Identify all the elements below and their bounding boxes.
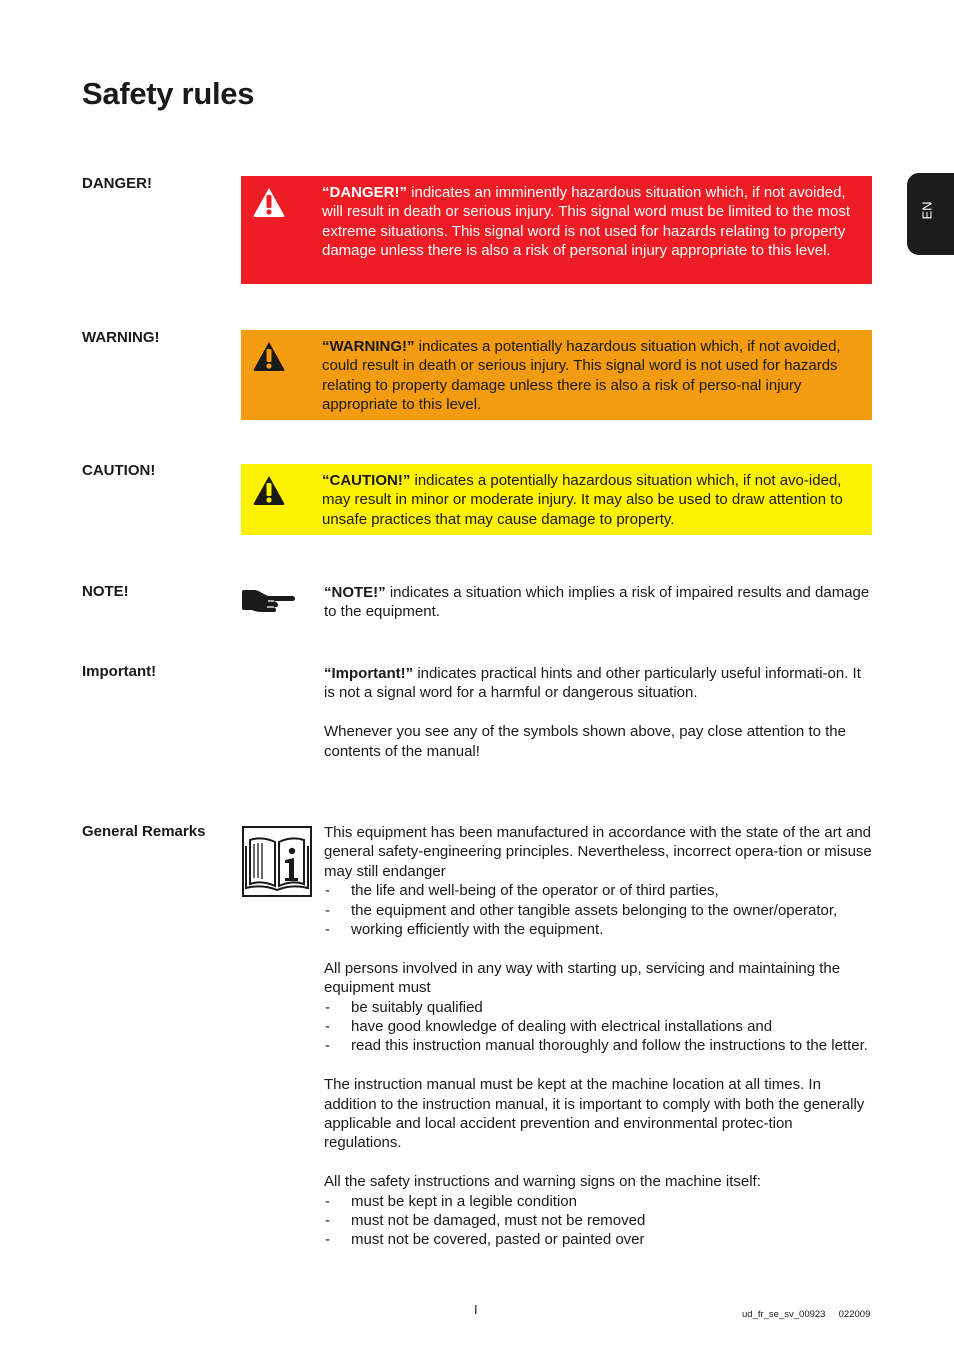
page-number: I [474,1302,478,1317]
list-item: - the equipment and other tangible assets belonging to the owner/operator, [324,901,874,920]
warning-description: indicates a potentially hazardous situation which, if not avoided, could result in death or serious injury. This signal word is not used for hazards relating to property damage unless there is also a risk of perso-nal injury appropriate to this level. [322,338,841,414]
list-item: - read this instruction manual thoroughly and follow the instructions to the letter. [324,1036,874,1055]
warning-box [241,330,872,420]
danger-box [241,176,872,284]
general-remarks-label: General Remarks [82,823,206,840]
list-item: - must be kept in a legible condition [324,1192,874,1211]
danger-label: DANGER! [82,175,152,192]
note-keyword: “NOTE!” [324,584,386,601]
list-item: - must not be damaged, must not be removed [324,1211,874,1230]
language-tab-label: EN [919,201,935,220]
important-followup: Whenever you see any of the symbols shown above, pay close attention to the contents of the manual! [324,723,846,760]
caution-label: CAUTION! [82,462,156,479]
note-description: indicates a situation which implies a risk of impaired results and damage to the equipment. [324,584,870,621]
caution-text [322,471,862,529]
warning-triangle-icon [252,186,286,218]
persons-intro: All persons involved in any way with starting up, servicing and maintaining the equipment must [324,959,841,997]
note-label: NOTE! [82,583,129,600]
manual-location-text: The instruction manual must be kept at the machine location at all times. In addition to the instruction manual, it is important to comply with both the generally applicable and local accident prevention and environmental protec-tion regulations. [324,1076,865,1152]
caution-keyword: “CAUTION!” [322,472,411,489]
list-item: - have good knowledge of dealing with electrical installations and [324,1017,874,1036]
warning-triangle-icon [252,340,286,372]
important-text [324,664,874,761]
warning-triangle-icon [252,474,286,506]
list-item: - the life and well-being of the operator or of third parties, [324,881,874,900]
list-item: - working efficiently with the equipment. [324,920,874,939]
caution-description: indicates a potentially hazardous situation which, if not avo-ided, may result in minor or moderate injury. It may also be used to draw attention to unsafe practices that may cause damage to property. [322,472,843,528]
signs-intro: All the safety instructions and warning signs on the machine itself: [324,1173,761,1191]
document-code: ud_fr_se_sv_00923 022009 [742,1309,871,1320]
warning-label: WARNING! [82,329,160,346]
instruction-manual-icon [242,826,312,897]
general-intro: This equipment has been manufactured in accordance with the state of the art and general safety-engineering principles. Nevertheless, incorrect opera-tion or misuse may still endanger [324,824,872,880]
warning-text [322,337,862,415]
important-label: Important! [82,663,157,680]
danger-keyword: “DANGER!” [322,184,407,201]
important-keyword: “Important!” [324,665,414,682]
list-item: - must not be covered, pasted or painted over [324,1230,874,1249]
important-description: indicates practical hints and other particularly useful informati-on. It is not a signal word for a harmful or dangerous situation. [324,665,861,702]
list-item: - be suitably qualified [324,998,874,1017]
language-tab[interactable] [907,173,954,255]
note-text [324,583,874,622]
caution-box [241,464,872,535]
warning-keyword: “WARNING!” [322,338,415,355]
general-remarks-text [324,823,874,1250]
pointing-hand-icon [240,586,296,616]
danger-text [322,183,862,261]
page-title: Safety rules [82,76,255,111]
danger-description: indicates an imminently hazardous situation which, if not avoided, will result in death or serious injury. This signal word must be limited to the most extreme situations. This signal word is not used for hazards relating to property damage unless there is also a risk of personal injury appropriate to this level. [322,184,850,260]
